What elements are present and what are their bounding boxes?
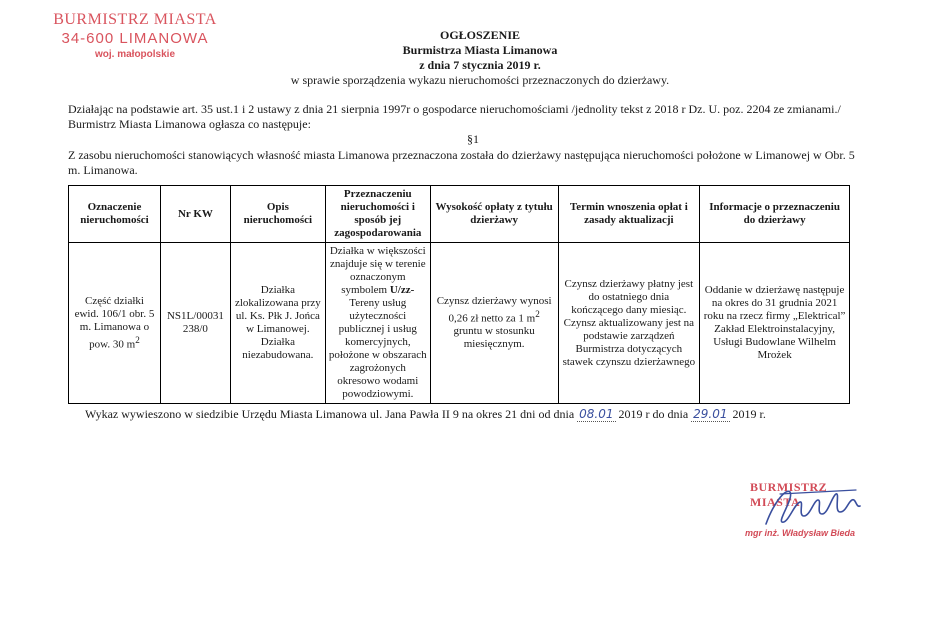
document-subject: w sprawie sporządzenia wykazu nieruchomości przeznaczonych do dzierżawy. (290, 73, 670, 87)
document-title: OGŁOSZENIE (439, 28, 521, 42)
document-date: z dnia 7 stycznia 2019 r. (419, 58, 541, 72)
cell-kw-number: NS1L/00031 238/0 (160, 243, 230, 404)
header-purpose: Przeznaczeniu nieruchomości i sposób jej zagospodarowania (325, 186, 430, 243)
header-lease-info: Informacje o przeznaczeniu do dzierżawy (700, 186, 850, 243)
header-kw-number: Nr KW (160, 186, 230, 243)
cell-purpose: Działka w większości znajduje się w terenie oznaczonym symbolem U/zz- Tereny usług użyteczności publicznej i usług komercyjnych, położone w obszarach zagrożonych okresowo wodami powodziowymi. (325, 243, 430, 404)
handwritten-date-to: 29.01 (693, 407, 728, 421)
document-issuer: Burmistrza Miasta Limanowa (402, 43, 558, 57)
mayor-stamp-name: mgr inż. Władysław Bieda (745, 528, 856, 538)
table-row (69, 243, 850, 404)
mayor-stamp-title: BURMISTRZ MIASTA (750, 480, 828, 509)
posting-note: Wykaz wywieszono w siedzibie Urzędu Miasta Limanowa ul. Jana Pawła II 9 na okres 21 dni od dnia 08.01 2019 r do dnia 29.01 2019 r. (85, 407, 766, 421)
header-fee: Wysokość opłaty z tytułu dzierżawy (430, 186, 558, 243)
stamp-line-region: woj. małopolskie (94, 49, 176, 60)
office-stamp (50, 10, 220, 62)
signature-icon (760, 482, 870, 532)
stamp-line-title: BURMISTRZ MIASTA (53, 11, 217, 28)
intro-paragraph: Działając na podstawie art. 35 ust.1 i 2 ustawy z dnia 21 sierpnia 1997r o gospodarce nieruchomościami /jednolity tekst z 2018 r Dz. U. poz. 2204 ze zmianami./ Burmistrz Miasta Limanowa ogłasza co następuje: (68, 102, 841, 131)
paragraph-sign: §1 (467, 132, 479, 146)
header-description: Opis nieruchomości (230, 186, 325, 243)
document-header (230, 28, 730, 88)
cell-fee: Czynsz dzierżawy wynosi 0,26 zł netto za 1 $m^2$ gruntu w stosunku miesięcznym. (430, 243, 558, 404)
property-table (68, 185, 850, 404)
header-designation: Oznaczenie nieruchomości (69, 186, 161, 243)
header-payment-terms: Termin wnoszenia opłat i zasady aktualizacji (558, 186, 700, 243)
paragraph-text: Z zasobu nieruchomości stanowiących własność miasta Limanowa przeznaczona została do dzierżawy następująca nieruchomości położone w Limanowej w Obr. 5 m. Limanowa. (68, 148, 855, 177)
cell-description: Działka zlokalizowana przy ul. Ks. Płk J. Jońca w Limanowej. Działka niezabudowana. (230, 243, 325, 404)
stamp-line-address: 34-600 LIMANOWA (61, 30, 209, 47)
handwritten-date-from: 08.01 (579, 407, 614, 421)
cell-payment-terms: Czynsz dzierżawy płatny jest do ostatniego dnia kończącego dany miesiąc. Czynsz aktualizowany jest na podstawie zarządzeń Burmistrza dotyczących stawek czynszu dzierżawnego (558, 243, 700, 404)
table-header-row (69, 186, 850, 243)
cell-designation: Część działki ewid. 106/1 obr. 5 m. Limanowa o pow. 30 $m^2$ (69, 243, 161, 404)
cell-lease-info: Oddanie w dzierżawę następuje na okres do 31 grudnia 2021 roku na rzecz firmy „Elektrical” Zakład Elektroinstalacyjny, Usługi Budowlane Wilhelm Mrożek (700, 243, 850, 404)
